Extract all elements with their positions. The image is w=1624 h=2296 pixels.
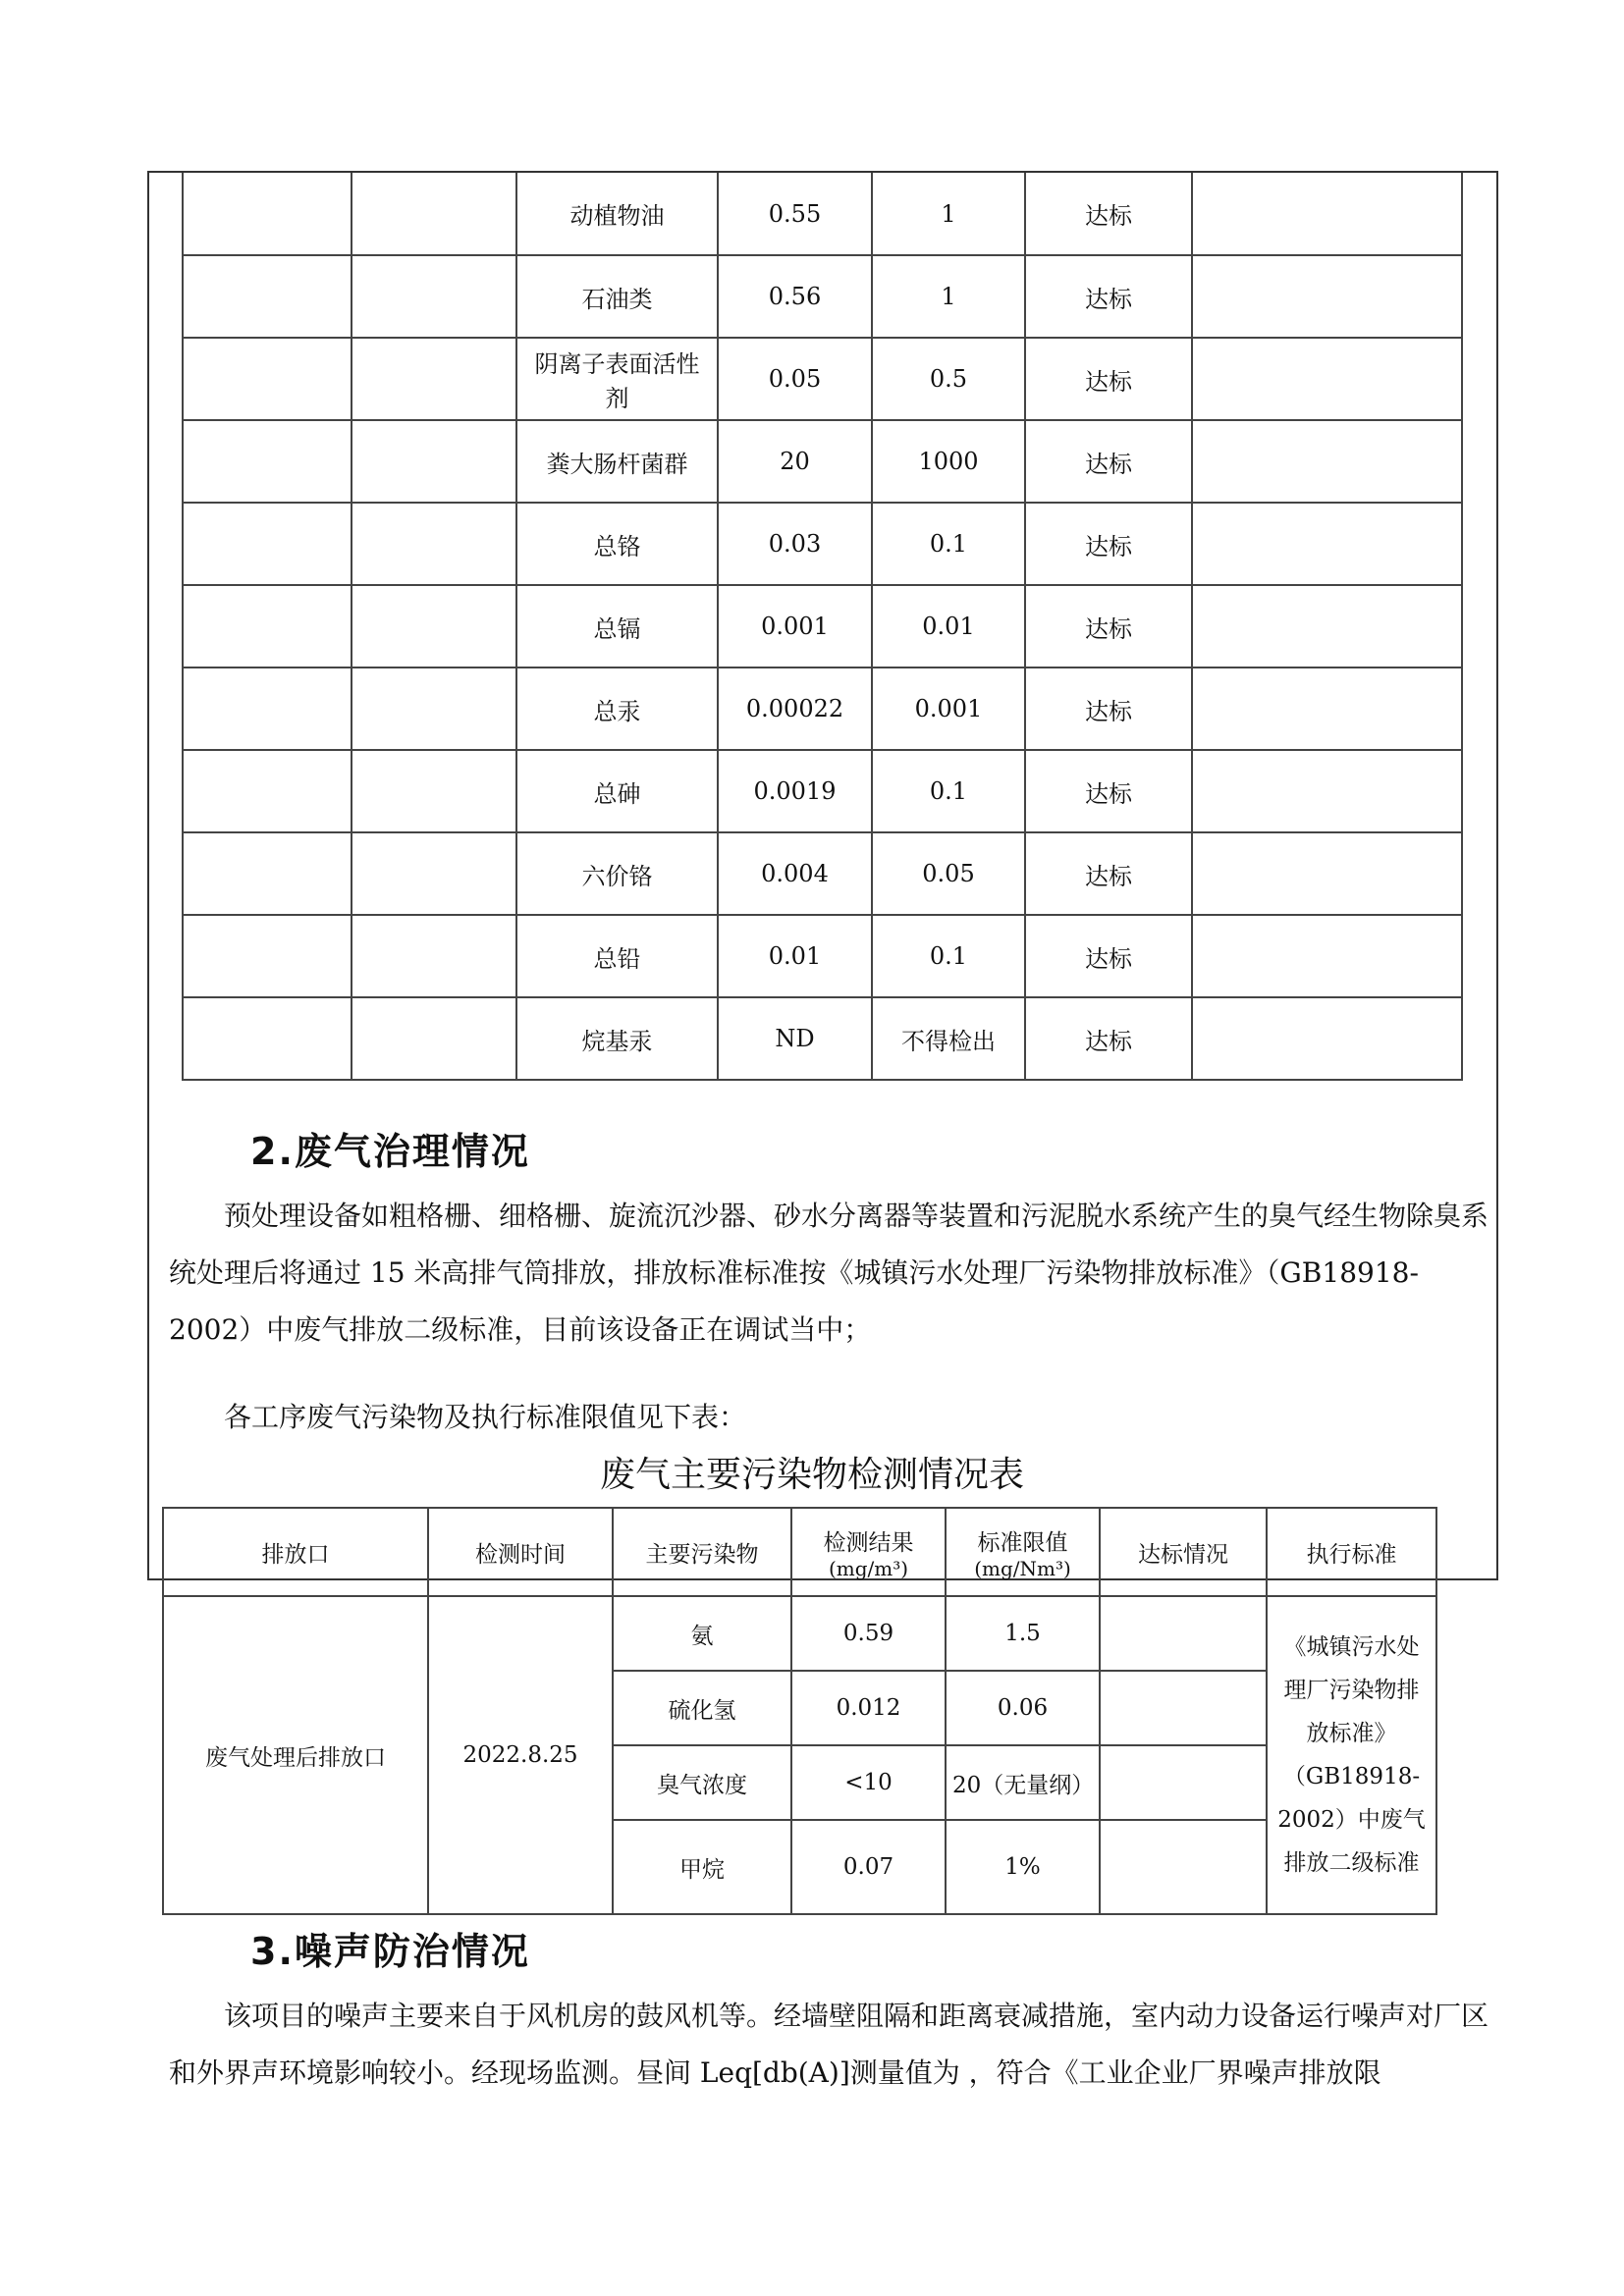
water-row <box>183 338 1462 420</box>
pollutant-cell: 氨 <box>613 1596 791 1671</box>
water-row <box>183 667 1462 750</box>
section2-heading: 2.废气治理情况 <box>250 1130 530 1173</box>
limit-cell: 0.001 <box>872 667 1025 750</box>
status-cell: 达标 <box>1025 915 1192 997</box>
result-cell: 0.01 <box>718 915 872 997</box>
limit-cell: 0.1 <box>872 750 1025 832</box>
empty-cell <box>183 420 352 503</box>
item-cell: 总镉 <box>516 585 718 667</box>
result-cell: 0.001 <box>718 585 872 667</box>
status-cell: 达标 <box>1025 997 1192 1080</box>
empty-cell <box>352 338 516 420</box>
status-cell: 达标 <box>1025 173 1192 255</box>
item-cell: 动植物油 <box>516 173 718 255</box>
result-cell: 0.59 <box>791 1596 946 1671</box>
empty-cell <box>183 503 352 585</box>
result-cell: 0.03 <box>718 503 872 585</box>
item-cell: 粪大肠杆菌群 <box>516 420 718 503</box>
empty-cell <box>1192 915 1462 997</box>
empty-cell <box>352 255 516 338</box>
empty-cell <box>183 173 352 255</box>
empty-cell <box>1192 585 1462 667</box>
limit-cell: 0.1 <box>872 503 1025 585</box>
water-row <box>183 997 1462 1080</box>
standard-cell: 《城镇污水处理厂污染物排放标准》（GB18918-2002）中废气排放二级标准 <box>1267 1596 1436 1914</box>
empty-cell <box>352 997 516 1080</box>
status-cell <box>1100 1820 1267 1914</box>
header-pollutant: 主要污染物 <box>613 1508 791 1596</box>
item-cell: 总砷 <box>516 750 718 832</box>
pollutant-cell: 甲烷 <box>613 1820 791 1914</box>
result-cell: 0.00022 <box>718 667 872 750</box>
header-outlet: 排放口 <box>163 1508 428 1596</box>
item-cell: 烷基汞 <box>516 997 718 1080</box>
header-result <box>791 1508 946 1596</box>
water-row <box>183 255 1462 338</box>
water-quality-table <box>182 173 1463 1081</box>
item-cell: 总汞 <box>516 667 718 750</box>
water-row <box>183 915 1462 997</box>
water-row <box>183 173 1462 255</box>
header-result-label: 检测结果 <box>823 1529 914 1556</box>
empty-cell <box>1192 255 1462 338</box>
result-cell: <10 <box>791 1745 946 1820</box>
empty-cell <box>183 255 352 338</box>
empty-cell <box>1192 420 1462 503</box>
empty-cell <box>183 915 352 997</box>
limit-cell: 0.1 <box>872 915 1025 997</box>
gas-emission-table <box>162 1507 1437 1915</box>
result-cell: ND <box>718 997 872 1080</box>
status-cell: 达标 <box>1025 503 1192 585</box>
empty-cell <box>1192 173 1462 255</box>
item-cell: 六价铬 <box>516 832 718 915</box>
empty-cell <box>183 338 352 420</box>
limit-cell: 1000 <box>872 420 1025 503</box>
water-row <box>183 420 1462 503</box>
item-cell: 总铅 <box>516 915 718 997</box>
section3-paragraph: 该项目的噪声主要来自于风机房的鼓风机等。经墙壁阻隔和距离衰减措施，室内动力设备运行噪声对厂区和外界声环境影响较小。经现场监测。昼间 Leq[db(A)]测量值为 ，符合《工业企业厂界噪声排放限 <box>169 2000 1489 2089</box>
limit-cell: 20（无量纲） <box>946 1745 1100 1820</box>
status-cell: 达标 <box>1025 338 1192 420</box>
header-time: 检测时间 <box>428 1508 613 1596</box>
empty-cell <box>352 503 516 585</box>
limit-cell: 1 <box>872 255 1025 338</box>
empty-cell <box>352 667 516 750</box>
limit-cell: 0.01 <box>872 585 1025 667</box>
empty-cell <box>1192 832 1462 915</box>
result-cell: 0.05 <box>718 338 872 420</box>
empty-cell <box>352 832 516 915</box>
empty-cell <box>183 750 352 832</box>
limit-cell: 1.5 <box>946 1596 1100 1671</box>
limit-cell: 不得检出 <box>872 997 1025 1080</box>
water-row <box>183 585 1462 667</box>
empty-cell <box>352 915 516 997</box>
empty-cell <box>1192 503 1462 585</box>
header-limit <box>946 1508 1100 1596</box>
gas-header-row <box>163 1508 1436 1596</box>
limit-cell: 1 <box>872 173 1025 255</box>
status-cell <box>1100 1596 1267 1671</box>
status-cell: 达标 <box>1025 585 1192 667</box>
section2-table-intro: 各工序废气污染物及执行标准限值见下表： <box>224 1401 747 1433</box>
water-row <box>183 503 1462 585</box>
empty-cell <box>183 585 352 667</box>
result-cell: 0.55 <box>718 173 872 255</box>
gas-table-title: 废气主要污染物检测情况表 <box>599 1455 1024 1495</box>
empty-cell <box>352 173 516 255</box>
header-standard: 执行标准 <box>1267 1508 1436 1596</box>
result-cell: 0.56 <box>718 255 872 338</box>
result-cell: 20 <box>718 420 872 503</box>
empty-cell <box>1192 667 1462 750</box>
empty-cell <box>352 420 516 503</box>
water-row <box>183 750 1462 832</box>
empty-cell <box>352 750 516 832</box>
item-cell: 总铬 <box>516 503 718 585</box>
header-limit-unit: (mg/Nm³) <box>974 1556 1071 1580</box>
empty-cell <box>183 667 352 750</box>
empty-cell <box>1192 750 1462 832</box>
gas-row <box>163 1596 1436 1671</box>
limit-cell: 1% <box>946 1820 1100 1914</box>
section3-heading: 3.噪声防治情况 <box>250 1930 530 1973</box>
result-cell: 0.07 <box>791 1820 946 1914</box>
header-limit-label: 标准限值 <box>977 1529 1068 1556</box>
time-cell: 2022.8.25 <box>428 1596 613 1914</box>
empty-cell <box>1192 338 1462 420</box>
status-cell <box>1100 1745 1267 1820</box>
status-cell: 达标 <box>1025 255 1192 338</box>
header-status: 达标情况 <box>1100 1508 1267 1596</box>
section2-paragraph: 预处理设备如粗格栅、细格栅、旋流沉沙器、砂水分离器等装置和污泥脱水系统产生的臭气经生物除臭系统处理后将通过 15 米高排气筒排放，排放标准标准按《城镇污水处理厂污染物排放标准》（GB18918-2002）中废气排放二级标准，目前该设备正在调试当中； <box>169 1200 1489 1346</box>
empty-cell <box>183 832 352 915</box>
result-cell: 0.0019 <box>718 750 872 832</box>
limit-cell: 0.06 <box>946 1671 1100 1745</box>
status-cell <box>1100 1671 1267 1745</box>
limit-cell: 0.5 <box>872 338 1025 420</box>
result-cell: 0.012 <box>791 1671 946 1745</box>
pollutant-cell: 硫化氢 <box>613 1671 791 1745</box>
status-cell: 达标 <box>1025 420 1192 503</box>
status-cell: 达标 <box>1025 667 1192 750</box>
header-result-unit: (mg/m³) <box>828 1556 909 1580</box>
empty-cell <box>1192 997 1462 1080</box>
status-cell: 达标 <box>1025 750 1192 832</box>
empty-cell <box>183 997 352 1080</box>
water-row <box>183 832 1462 915</box>
outlet-cell: 废气处理后排放口 <box>163 1596 428 1914</box>
item-cell: 石油类 <box>516 255 718 338</box>
item-cell: 阴离子表面活性剂 <box>516 338 718 420</box>
empty-cell <box>352 585 516 667</box>
limit-cell: 0.05 <box>872 832 1025 915</box>
status-cell: 达标 <box>1025 832 1192 915</box>
result-cell: 0.004 <box>718 832 872 915</box>
pollutant-cell: 臭气浓度 <box>613 1745 791 1820</box>
